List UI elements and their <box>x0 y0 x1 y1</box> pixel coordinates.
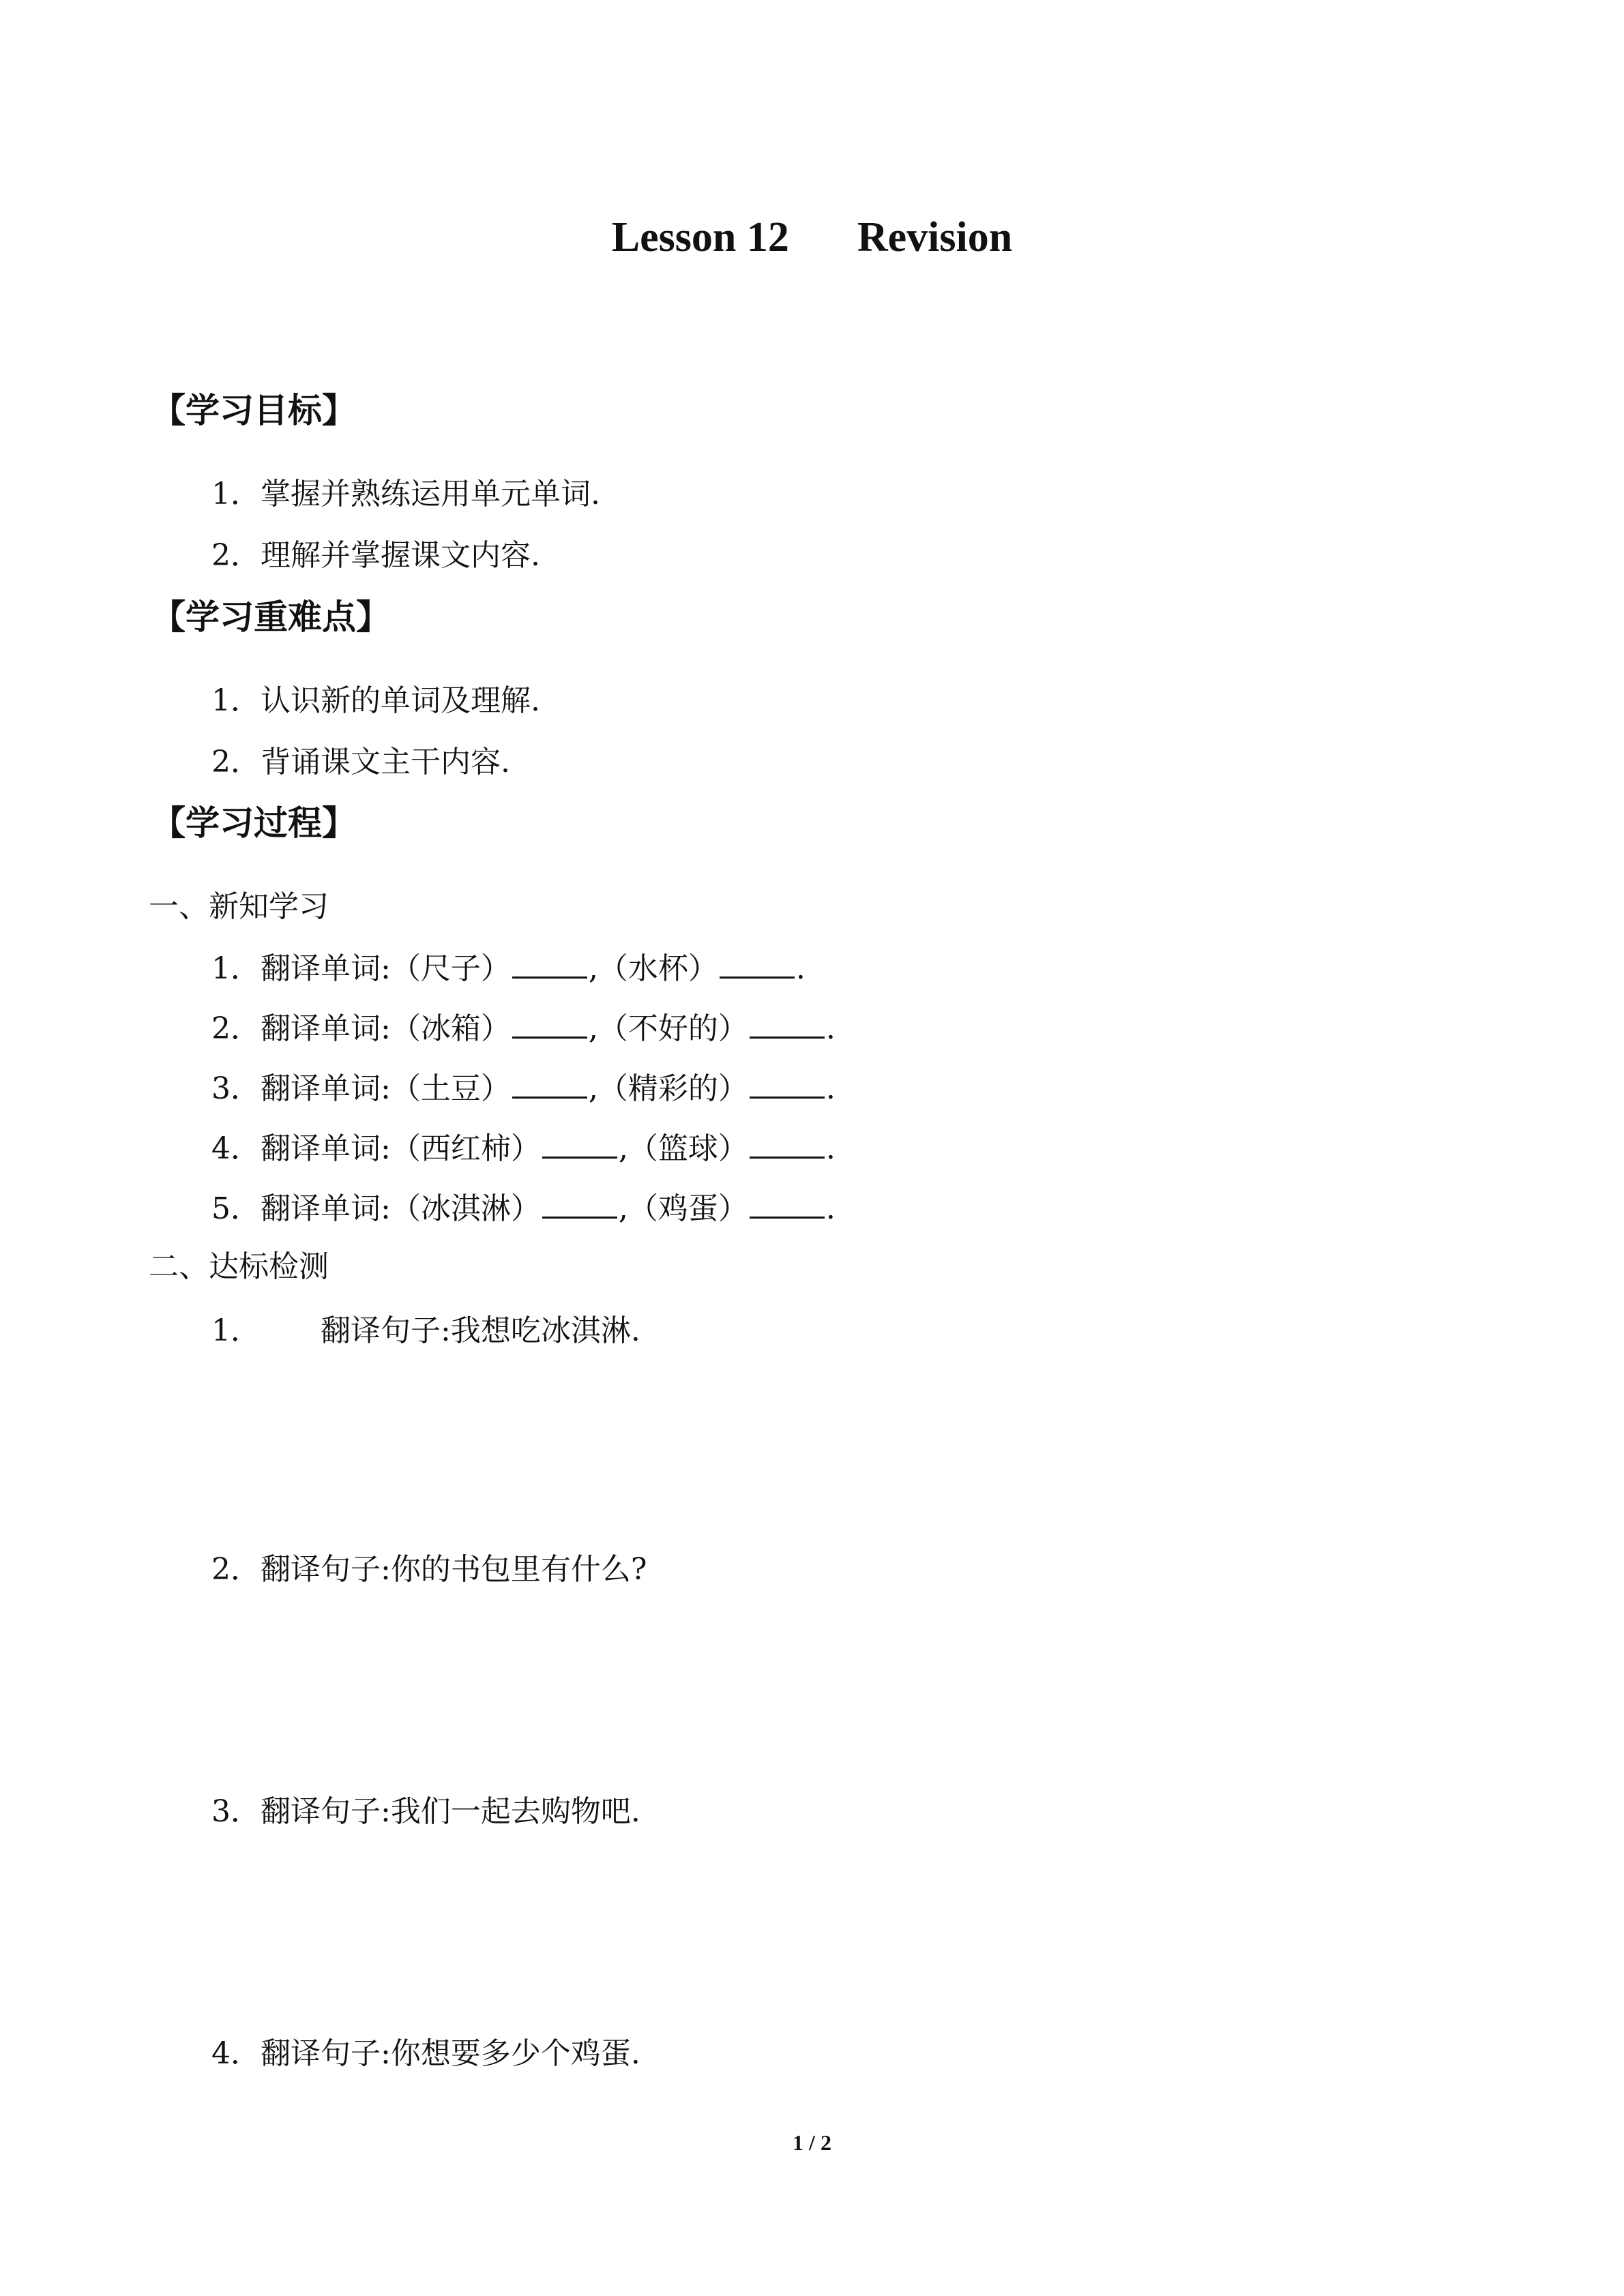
answer-blank[interactable] <box>512 1067 587 1099</box>
title-lesson: Lesson 12 <box>611 214 789 260</box>
sentence-item-4: 4．翻译句子:你想要多少个鸡蛋. <box>211 2036 640 2071</box>
page-number: 1 / 2 <box>793 2130 831 2155</box>
answer-blank[interactable] <box>720 946 795 979</box>
answer-blank[interactable] <box>512 1007 587 1039</box>
answer-blank[interactable] <box>542 1127 617 1159</box>
goal-item-2: 2．理解并掌握课文内容. <box>211 538 540 573</box>
sentence-item-1: 1． 翻译句子:我想吃冰淇淋. <box>211 1313 640 1348</box>
key-point-item-2: 2．背诵课文主干内容. <box>211 745 510 779</box>
answer-blank[interactable] <box>750 1127 825 1159</box>
heading-key-points: 【学习重难点】 <box>151 597 390 637</box>
answer-blank[interactable] <box>542 1187 617 1219</box>
title-topic: Revision <box>857 214 1013 260</box>
vocab-item-5: 5．翻译单词:（冰淇淋） ,（鸡蛋） . <box>211 1187 836 1229</box>
answer-blank[interactable] <box>750 1007 825 1039</box>
goal-item-1: 1．掌握并熟练运用单元单词. <box>211 477 600 511</box>
sentence-item-2: 2．翻译句子:你的书包里有什么? <box>211 1552 647 1587</box>
heading-goals: 【学习目标】 <box>151 391 356 430</box>
vocab-item-4: 4．翻译单词:（西红柿） ,（篮球） . <box>211 1127 836 1169</box>
answer-blank[interactable] <box>750 1187 825 1219</box>
answer-blank[interactable] <box>512 946 587 979</box>
sentence-item-3: 3．翻译句子:我们一起去购物吧. <box>211 1794 640 1829</box>
vocab-item-3: 3．翻译单词:（土豆） ,（精彩的） . <box>211 1067 836 1109</box>
answer-blank[interactable] <box>750 1067 825 1099</box>
heading-process: 【学习过程】 <box>151 803 356 843</box>
vocab-item-1: 1．翻译单词:（尺子） ,（水杯） . <box>211 946 806 989</box>
page-title <box>0 210 1624 265</box>
key-point-item-1: 1．认识新的单词及理解. <box>211 683 540 718</box>
vocab-item-2: 2．翻译单词:（冰箱） ,（不好的） . <box>211 1007 836 1049</box>
part2-title: 二、达标检测 <box>149 1249 329 1284</box>
part1-title: 一、新知学习 <box>149 889 329 924</box>
